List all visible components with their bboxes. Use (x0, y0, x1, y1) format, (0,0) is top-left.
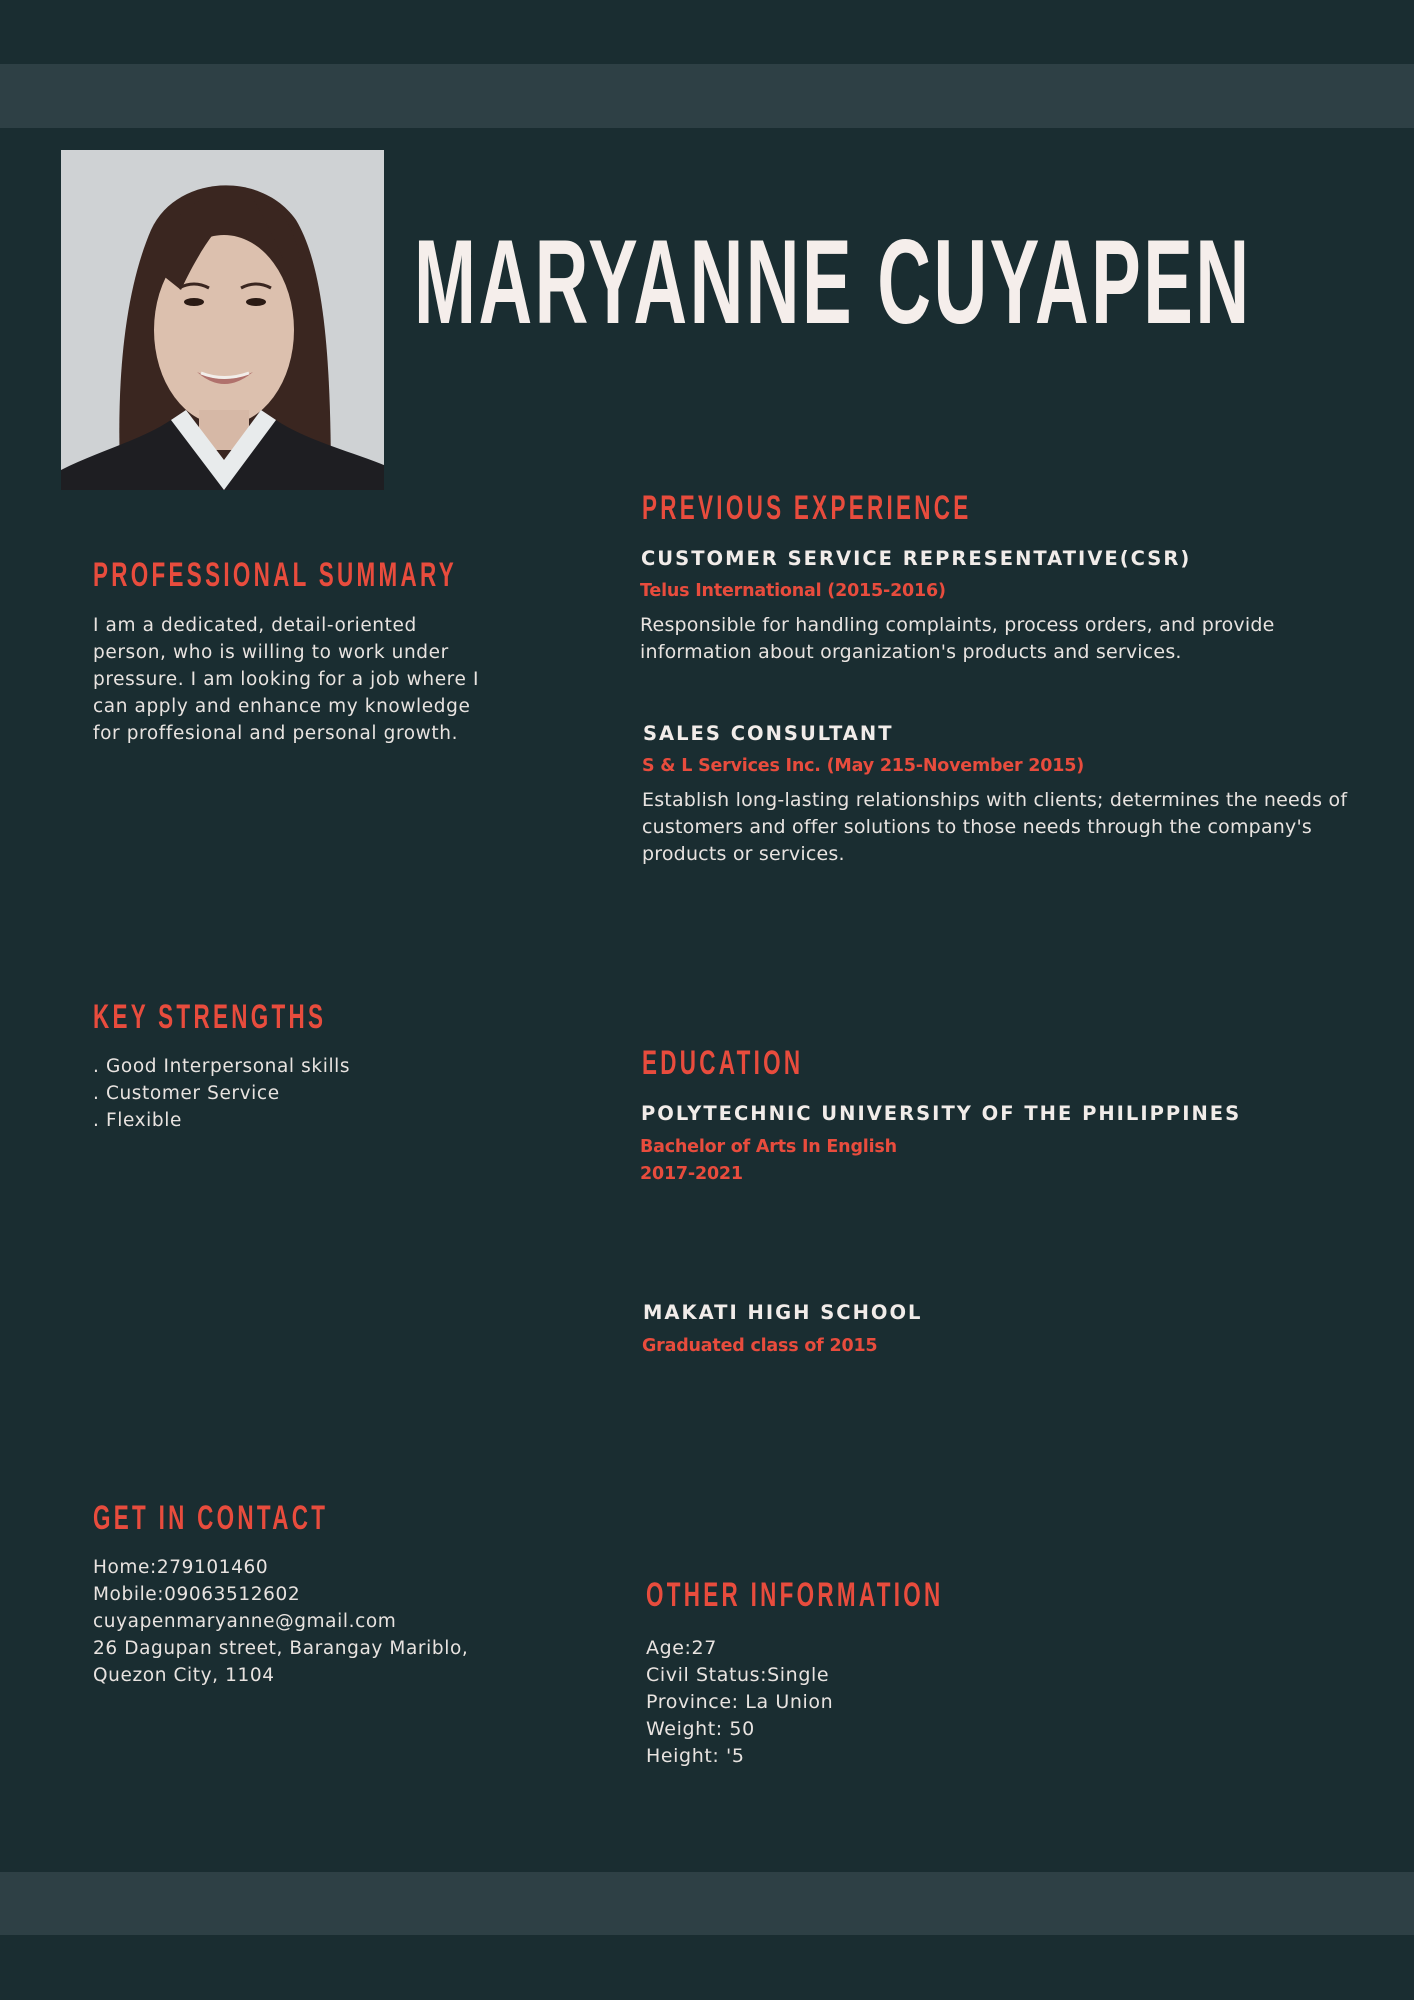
professional-summary-heading: PROFESSIONAL SUMMARY (93, 556, 457, 594)
job-company: S & L Services Inc. (May 215-November 2015) (642, 756, 1085, 776)
strength-item: . Good Interpersonal skills (93, 1056, 351, 1077)
job-company: Telus International (2015-2016) (640, 581, 946, 601)
top-decorative-band (0, 64, 1414, 128)
school-years: 2017-2021 (640, 1164, 743, 1184)
summary-line: I am a dedicated, detail-oriented (93, 615, 417, 636)
contact-heading: GET IN CONTACT (93, 1499, 329, 1537)
experience-heading: PREVIOUS EXPERIENCE (642, 489, 972, 527)
strength-item: . Customer Service (93, 1083, 280, 1104)
job-description (642, 787, 1347, 868)
summary-line: person, who is willing to work under (93, 642, 449, 663)
mobile-phone: Mobile:09063512602 (93, 1584, 301, 1605)
job-position: SALES CONSULTANT (643, 722, 894, 745)
summary-line: pressure. I am looking for a job where I (93, 669, 479, 690)
height: Height: '5 (646, 1745, 745, 1767)
weight: Weight: 50 (646, 1718, 755, 1740)
strength-item: . Flexible (93, 1110, 182, 1131)
degree: Bachelor of Arts In English (640, 1137, 897, 1157)
job-description (640, 612, 1275, 666)
contact-details (93, 1554, 468, 1689)
school-name: POLYTECHNIC UNIVERSITY OF THE PHILIPPINES (641, 1102, 1242, 1125)
city-address: Quezon City, 1104 (93, 1665, 275, 1686)
summary-line: for proffesional and personal growth. (93, 723, 459, 744)
other-information-list (646, 1635, 833, 1770)
applicant-name: MARYANNE CUYAPEN (414, 215, 1252, 349)
education-heading: EDUCATION (642, 1044, 804, 1082)
description-line: customers and offer solutions to those needs through the company's (642, 816, 1312, 838)
key-strengths-heading: KEY STRENGTHS (93, 998, 327, 1036)
description-line: information about organization's products and services. (640, 641, 1182, 663)
school-name: MAKATI HIGH SCHOOL (643, 1301, 923, 1324)
other-information-heading: OTHER INFORMATION (646, 1576, 944, 1614)
bottom-decorative-band (0, 1872, 1414, 1935)
profile-photo (61, 150, 384, 490)
civil-status: Civil Status:Single (646, 1664, 830, 1686)
description-line: products or services. (642, 843, 845, 865)
province: Province: La Union (646, 1691, 834, 1713)
age: Age:27 (646, 1637, 717, 1659)
professional-summary-text (93, 612, 479, 747)
key-strengths-list (93, 1053, 350, 1134)
home-phone: Home:279101460 (93, 1557, 269, 1578)
description-line: Establish long-lasting relationships with clients; determines the needs of (642, 789, 1348, 811)
description-line: Responsible for handling complaints, process orders, and provide (640, 614, 1275, 636)
job-position: CUSTOMER SERVICE REPRESENTATIVE(CSR) (641, 547, 1192, 570)
street-address: 26 Dagupan street, Barangay Mariblo, (93, 1638, 469, 1659)
summary-line: can apply and enhance my knowledge (93, 696, 471, 717)
email-address: cuyapenmaryanne@gmail.com (93, 1611, 397, 1632)
graduation-info: Graduated class of 2015 (642, 1336, 878, 1356)
portrait-illustration (61, 150, 384, 490)
